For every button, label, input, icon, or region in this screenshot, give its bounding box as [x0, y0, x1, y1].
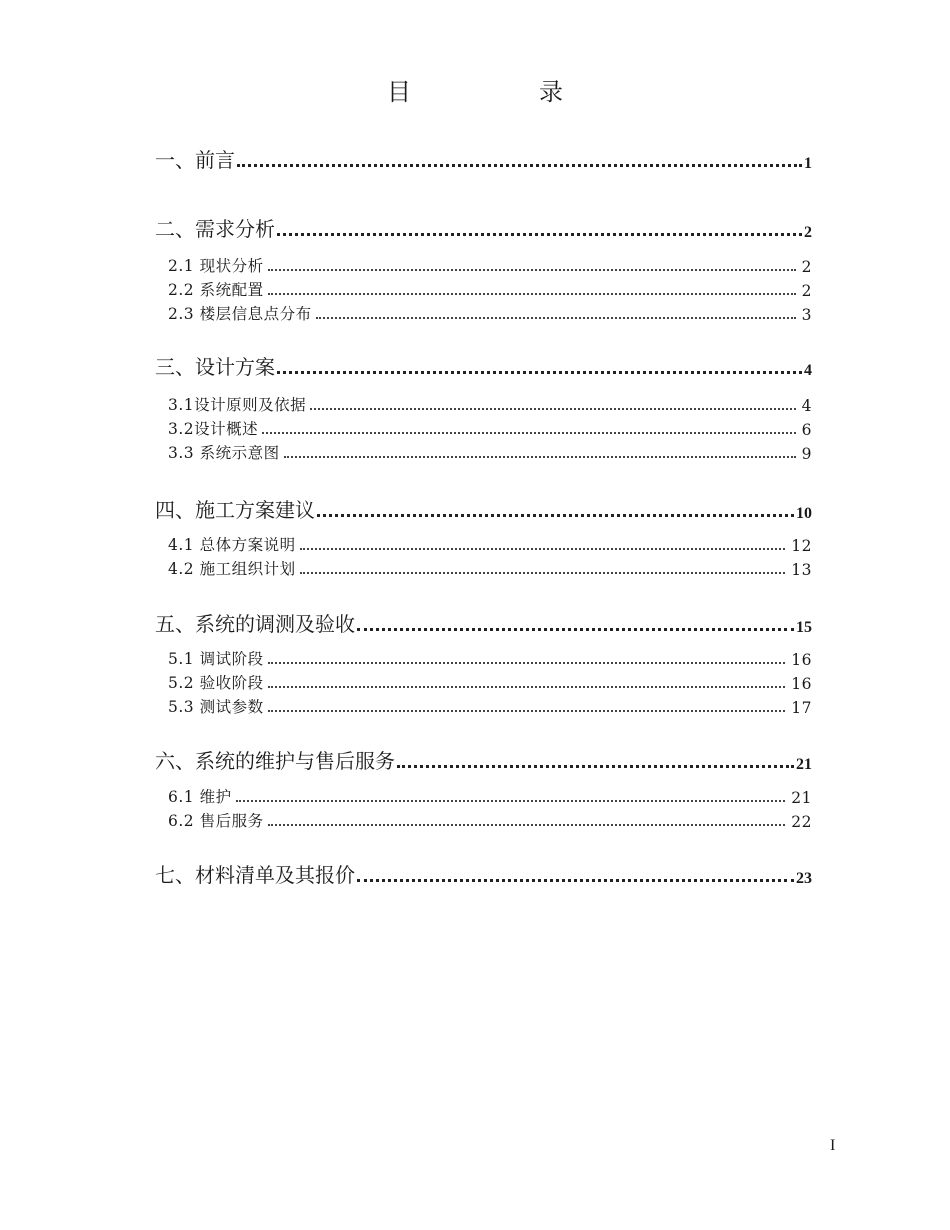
dot-leader	[262, 432, 795, 434]
toc-page-number: 15	[796, 619, 812, 636]
toc-page-number: 2	[804, 224, 812, 241]
dot-leader	[237, 164, 802, 167]
dot-leader	[357, 628, 794, 631]
toc-label: 七、材料清单及其报价	[155, 863, 355, 887]
toc-section-5-2[interactable]	[168, 671, 812, 693]
dot-leader	[268, 824, 786, 826]
toc-page-number: 13	[791, 561, 812, 579]
toc-label: 5.1 调试阶段	[168, 650, 264, 668]
toc-section-5-1[interactable]	[168, 647, 812, 669]
toc-page-number: 4	[801, 397, 812, 415]
toc-section-3-3[interactable]	[168, 441, 812, 463]
toc-page-number: 22	[791, 813, 812, 831]
toc-page-number: 9	[801, 445, 812, 463]
toc-section-6-1[interactable]	[168, 785, 812, 807]
toc-title: 目 录	[387, 78, 615, 106]
dot-leader	[268, 710, 786, 712]
toc-page-number: 21	[796, 756, 812, 773]
toc-label: 5.3 测试参数	[168, 698, 264, 716]
toc-chapter-3[interactable]	[155, 352, 812, 380]
toc-chapter-1[interactable]	[155, 145, 812, 173]
toc-page-number: 1	[804, 155, 812, 172]
toc-page-number: 6	[801, 421, 812, 439]
toc-page-number: 2	[801, 258, 812, 276]
toc-page-number: 12	[791, 537, 812, 555]
dot-leader	[316, 317, 796, 319]
toc-label: 6.1 维护	[168, 788, 232, 806]
toc-label: 2.1 现状分析	[168, 257, 264, 275]
toc-label: 2.2 系统配置	[168, 281, 264, 299]
footer-page-number: I	[830, 1137, 836, 1154]
toc-page-number: 2	[801, 282, 812, 300]
toc-label: 3.1设计原则及依据	[168, 396, 307, 414]
toc-label: 一、前言	[155, 148, 235, 172]
toc-label: 三、设计方案	[155, 355, 275, 379]
toc-label: 5.2 验收阶段	[168, 674, 264, 692]
toc-label: 3.2设计概述	[168, 420, 259, 438]
toc-chapter-7[interactable]	[155, 860, 812, 888]
dot-leader	[277, 233, 802, 236]
dot-leader	[268, 686, 786, 688]
toc-label: 五、系统的调测及验收	[155, 612, 355, 636]
dot-leader	[310, 408, 795, 410]
toc-chapter-4[interactable]	[155, 495, 812, 523]
dot-leader	[277, 371, 802, 374]
toc-page-number: 16	[791, 675, 812, 693]
toc-label: 4.1 总体方案说明	[168, 536, 296, 554]
dot-leader	[300, 572, 786, 574]
toc-page-number: 3	[801, 306, 812, 324]
toc-section-3-1[interactable]	[168, 393, 812, 415]
toc-section-5-3[interactable]	[168, 695, 812, 717]
toc-label: 四、施工方案建议	[155, 498, 315, 522]
toc-section-2-1[interactable]	[168, 254, 812, 276]
dot-leader	[268, 662, 786, 664]
toc-section-6-2[interactable]	[168, 809, 812, 831]
toc-label: 4.2 施工组织计划	[168, 560, 296, 578]
toc-page-number: 21	[791, 789, 812, 807]
toc-section-2-2[interactable]	[168, 278, 812, 300]
dot-leader	[268, 293, 796, 295]
toc-page-number: 23	[796, 870, 812, 887]
toc-label: 二、需求分析	[155, 217, 275, 241]
dot-leader	[284, 456, 796, 458]
toc-page-number: 4	[804, 362, 812, 379]
toc-page-number: 17	[791, 699, 812, 717]
dot-leader	[268, 269, 796, 271]
toc-label: 六、系统的维护与售后服务	[155, 749, 395, 773]
toc-label: 3.3 系统示意图	[168, 444, 280, 462]
toc-chapter-6[interactable]	[155, 746, 812, 774]
toc-label: 6.2 售后服务	[168, 812, 264, 830]
dot-leader	[300, 548, 786, 550]
toc-section-2-3[interactable]	[168, 302, 812, 324]
toc-label: 2.3 楼层信息点分布	[168, 305, 312, 323]
dot-leader	[397, 765, 794, 768]
toc-page-number: 16	[791, 651, 812, 669]
dot-leader	[317, 514, 794, 517]
toc-section-3-2[interactable]	[168, 417, 812, 439]
toc-section-4-2[interactable]	[168, 557, 812, 579]
toc-section-4-1[interactable]	[168, 533, 812, 555]
dot-leader	[236, 800, 786, 802]
toc-page-number: 10	[796, 505, 812, 522]
toc-chapter-5[interactable]	[155, 609, 812, 637]
dot-leader	[357, 879, 794, 882]
toc-chapter-2[interactable]	[155, 214, 812, 242]
